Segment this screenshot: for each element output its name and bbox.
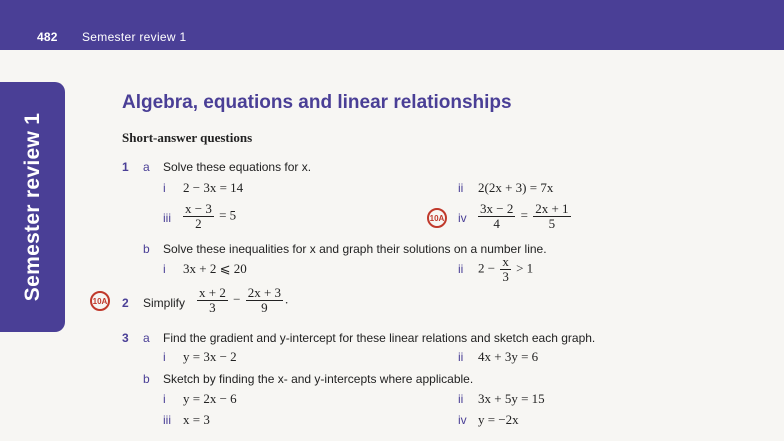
running-title: Semester review 1	[82, 30, 187, 44]
question-text: Simplify	[143, 296, 186, 310]
subsection-title: Short-answer questions	[122, 130, 253, 145]
subpart-label: iii	[163, 211, 171, 225]
question-text: Find the gradient and y-intercept for these linear relations and sketch each graph.	[163, 331, 596, 345]
fraction	[246, 286, 283, 315]
full-stop: .	[285, 291, 289, 307]
subpart-label: ii	[458, 392, 464, 406]
part-label: b	[143, 242, 150, 256]
question-text: Solve these equations for x.	[163, 160, 312, 174]
operator: −	[233, 291, 241, 307]
numerator: x − 3	[185, 201, 212, 216]
equation-rhs: = 5	[219, 207, 237, 223]
side-tab	[0, 82, 65, 332]
equals-sign: =	[520, 207, 528, 223]
inequality-lhs: 2 −	[478, 260, 496, 276]
equation: x = 3	[183, 412, 210, 427]
numerator: 2x + 3	[247, 285, 282, 300]
numerator: 2x + 1	[535, 201, 569, 216]
equation: y = 2x − 6	[183, 391, 237, 406]
subpart-label: iv	[458, 211, 467, 225]
denominator: 4	[493, 216, 500, 231]
question-text: Sketch by finding the x- and y-intercepts where applicable.	[163, 372, 474, 386]
equation	[476, 202, 573, 231]
fraction	[183, 202, 214, 231]
equation: 3x + 5y = 15	[478, 391, 545, 406]
question-text: Solve these inequalities for x and graph their solutions on a number line.	[163, 242, 547, 256]
subpart-label: i	[163, 350, 166, 364]
fraction	[197, 286, 228, 315]
equation: y = −2x	[478, 412, 519, 427]
extension-badge: 10A	[90, 291, 110, 311]
fraction	[500, 255, 511, 284]
expression	[195, 286, 288, 315]
side-tab-label: Semester review 1	[20, 112, 44, 302]
extension-badge: 10A	[427, 208, 447, 228]
header-bar	[0, 0, 784, 50]
inequality: 3x + 2 ⩽ 20	[183, 261, 247, 276]
equation: 4x + 3y = 6	[478, 349, 539, 364]
fraction	[478, 202, 515, 231]
denominator: 5	[548, 216, 556, 231]
equation: 2 − 3x = 14	[183, 180, 244, 195]
denominator: 9	[261, 300, 268, 315]
section-title: Algebra, equations and linear relationships	[122, 92, 512, 113]
denominator: 2	[195, 216, 202, 231]
numerator: 3x − 2	[480, 201, 514, 216]
numerator: x	[502, 254, 509, 269]
subpart-label: i	[163, 181, 166, 195]
subpart-label: i	[163, 392, 166, 406]
equation: y = 3x − 2	[183, 349, 237, 364]
subpart-label: ii	[458, 350, 464, 364]
part-label: a	[143, 331, 150, 345]
inequality-rhs: > 1	[516, 260, 534, 276]
page-number: 482	[37, 30, 58, 44]
subpart-label: ii	[458, 181, 464, 195]
inequality	[478, 255, 533, 284]
subpart-label: i	[163, 262, 166, 276]
denominator: 3	[502, 269, 509, 284]
question-number: 1	[122, 160, 129, 174]
equation: 2(2x + 3) = 7x	[478, 180, 554, 195]
part-label: b	[143, 372, 150, 386]
subpart-label: iii	[163, 413, 171, 427]
equation	[181, 202, 236, 231]
fraction	[533, 202, 570, 231]
denominator: 3	[209, 300, 216, 315]
question-number: 3	[122, 331, 129, 345]
numerator: x + 2	[199, 285, 226, 300]
part-label: a	[143, 160, 150, 174]
question-number: 2	[122, 296, 129, 310]
subpart-label: ii	[458, 262, 464, 276]
subpart-label: iv	[458, 413, 467, 427]
